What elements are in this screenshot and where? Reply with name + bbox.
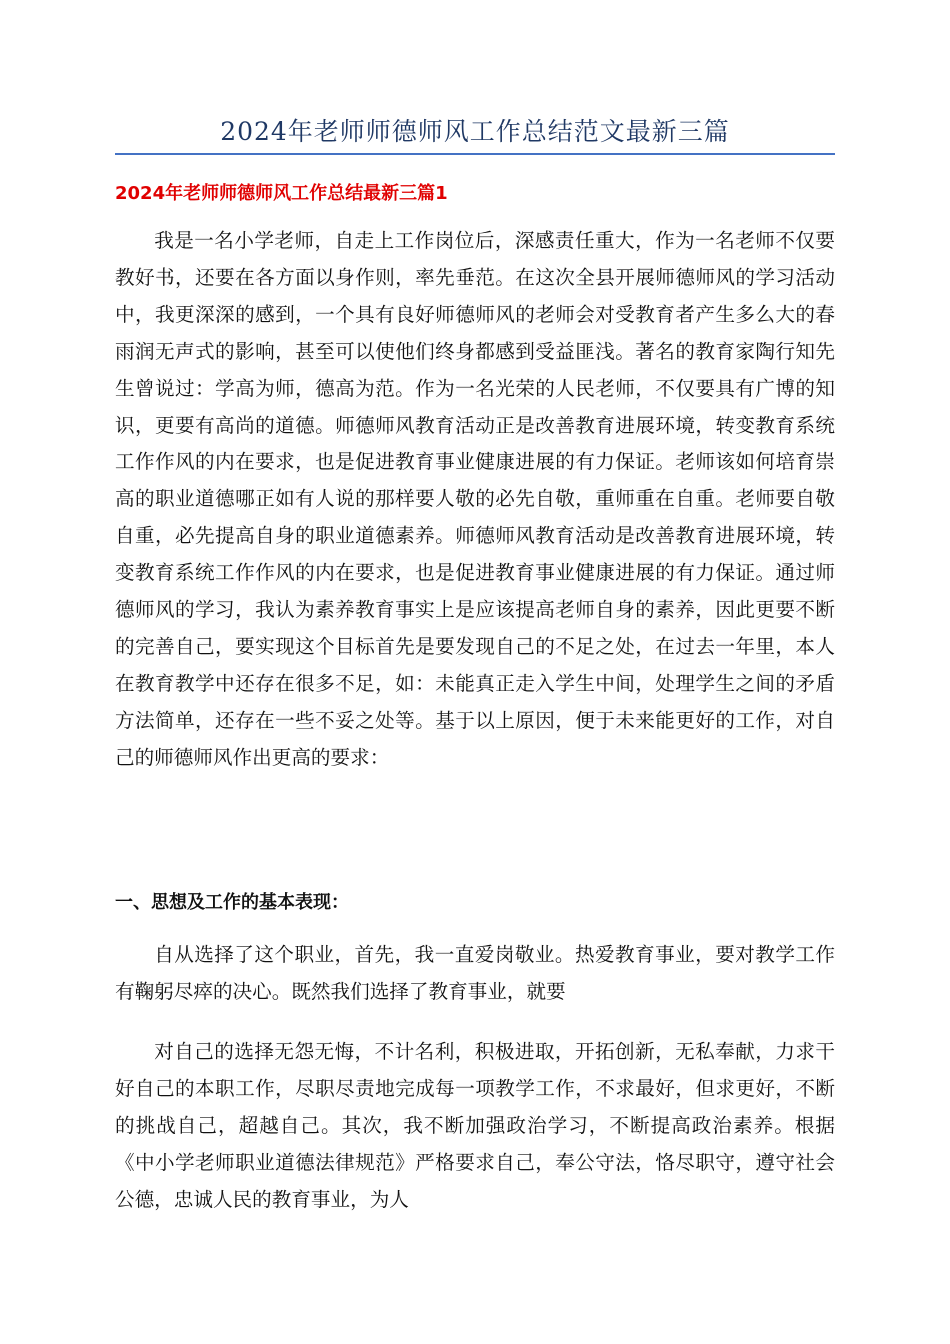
sub-heading: 一、思想及工作的基本表现： bbox=[115, 892, 349, 913]
body-paragraph-3: 对自己的选择无怨无悔，不计名利，积极进取，开拓创新，无私奉献，力求干好自己的本职工作，尽职尽责地完成每一项教学工作，不求最好，但求更好，不断的挑战自己，超越自己。其次，我不断加强政治学习，不断提高政治素养。根据《中小学老师职业道德法律规范》严格要求自己，奉公守法，恪尽职守，遵守社会公德，忠诚人民的教育事业，为人 bbox=[115, 1040, 835, 1211]
document-title: 2024年老师师德师风工作总结范文最新三篇 bbox=[220, 117, 730, 146]
body-paragraph-2: 自从选择了这个职业，首先，我一直爱岗敬业。热爱教育事业，要对教学工作有鞠躬尽瘁的决心。既然我们选择了教育事业，就要 bbox=[115, 943, 835, 1003]
section-heading: 2024年老师师德师风工作总结最新三篇1 bbox=[115, 183, 448, 204]
title-underline bbox=[115, 153, 835, 155]
body-paragraph-1: 我是一名小学老师，自走上工作岗位后，深感责任重大，作为一名老师不仅要教好书，还要在各方面以身作则，率先垂范。在这次全县开展师德师风的学习活动中，我更深深的感到，一个具有良好师德师风的老师会对受教育者产生多么大的春雨润无声式的影响，甚至可以使他们终身都感到受益匪浅。著名的教育家陶行知先生曾说过：学高为师，德高为范。作为一名光荣的人民老师，不仅要具有广博的知识，更要有高尚的道德。师德师风教育活动正是改善教育进展环境，转变教育系统工作作风的内在要求，也是促进教育事业健康进展的有力保证。老师该如何培育崇高的职业道德哪正如有人说的那样要人敬的必先自敬，重师重在自重。老师要自敬自重，必先提高自身的职业道德素养。师德师风教育活动是改善教育进展环境，转变教育系统工作作风的内在要求，也是促进教育事业健康进展的有力保证。通过师德师风的学习，我认为素养教育事实上是应该提高老师自身的素养，因此更要不断的完善自己，要实现这个目标首先是要发现自己的不足之处，在过去一年里，本人在教育教学中还存在很多不足，如：未能真正走入学生中间，处理学生之间的矛盾方法简单，还存在一些不妥之处等。基于以上原因，便于未来能更好的工作，对自己的师德师风作出更高的要求： bbox=[115, 229, 835, 769]
